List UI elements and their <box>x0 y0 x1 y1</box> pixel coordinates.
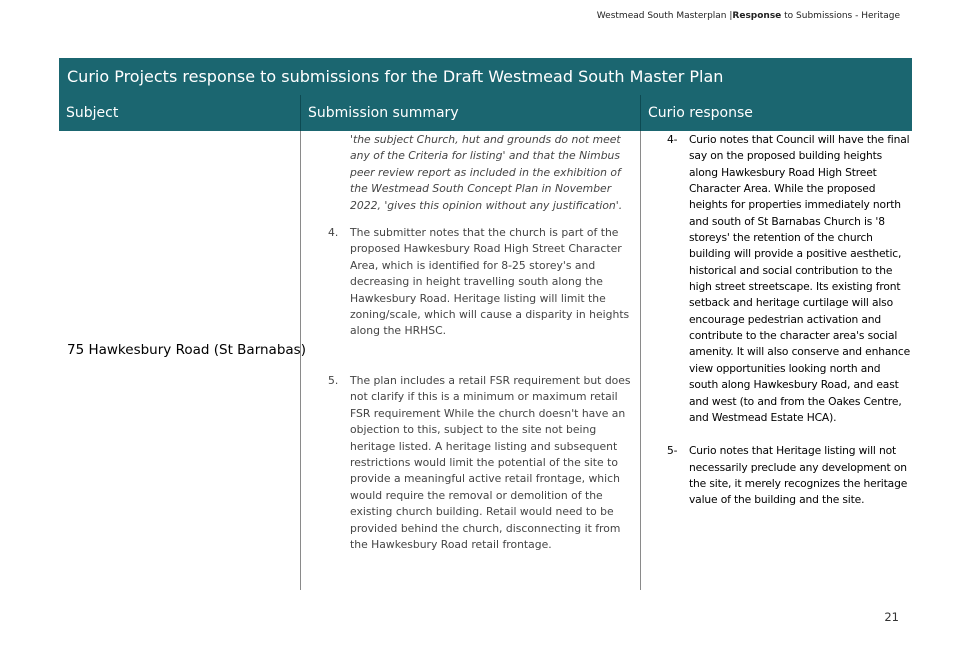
summary-item-number: 4. <box>328 226 339 240</box>
column-divider <box>300 131 301 590</box>
running-header <box>597 11 900 21</box>
response-item-number: 4- <box>667 133 678 146</box>
page-number: 21 <box>884 610 899 624</box>
response-item-text: Curio notes that Heritage listing will not necessarily preclude any development on the site, it merely recognizes the heritage value of the building and the site. <box>689 444 908 507</box>
summary-item-text: The submitter notes that the church is part of the proposed Hawkesbury Road High Street Character Area, which is identified for 8-25 storey's and decreasing in height travelling south along the Hawkesbury Road. Heritage listing will limit the zoning/scale, which will cause a disparity in heights along the HRHSC. <box>350 226 630 338</box>
response-item-number: 5- <box>667 444 678 458</box>
summary-item-number: 5. <box>328 373 339 387</box>
running-header-suffix: to Submissions - Heritage <box>781 11 900 21</box>
summary-quote: 'the subject Church, hut and grounds do not meet any of the Criteria for listing' and that the Nimbus peer review report as included in the exhibition of the Westmead South Concept Plan in November 2022, 'gives this opinion without any justification'. <box>350 133 623 212</box>
response-item-text: Curio notes that Council will have the final say on the proposed building heights along Hawkesbury Road High Street Character Area. While the proposed heights for properties immediately north and south of St Barnabas Church is '8 storeys' the retention of the church building will provide a positive aesthetic, historical and social contribution to the high street streetscape. Its existing front setback and heritage curtilage will also encourage pedestrian activation and contribute to the character area's social amenity. It will also conserve and enhance view opportunities looking north and south along Hawkesbury Road, and east and west (to and from the Oakes Centre, and Westmead Estate HCA). <box>689 133 910 424</box>
curio-response-cell <box>667 132 910 509</box>
subject-cell: 75 Hawkesbury Road (St Barnabas) <box>67 342 306 358</box>
column-header-subject: Subject <box>66 105 119 121</box>
column-header-submission-summary: Submission summary <box>300 95 640 131</box>
column-divider <box>640 131 641 590</box>
table-title: Curio Projects response to submissions for the Draft Westmead South Master Plan <box>59 58 912 95</box>
running-header-bold: Response <box>732 11 782 21</box>
column-header-curio-response: Curio response <box>640 95 912 131</box>
response-item <box>667 443 910 508</box>
summary-item <box>328 373 633 553</box>
summary-item <box>328 225 633 340</box>
response-item <box>667 132 910 426</box>
table-header-row <box>59 95 912 131</box>
running-header-prefix: Westmead South Masterplan | <box>596 11 733 21</box>
submission-summary-cell <box>328 132 633 553</box>
summary-item-text: The plan includes a retail FSR requirement but does not clarify if this is a minimum or maximum retail FSR requirement While the church doesn't have an objection to this, subject to the site not being heritage listed. A heritage listing and subsequent restrictions would limit the potential of the site to provide a meaningful active retail frontage, which would require the removal or demolition of the existing church building. Retail would need to be provided behind the church, disconnecting it from the Hawkesbury Road retail frontage. <box>350 373 631 551</box>
